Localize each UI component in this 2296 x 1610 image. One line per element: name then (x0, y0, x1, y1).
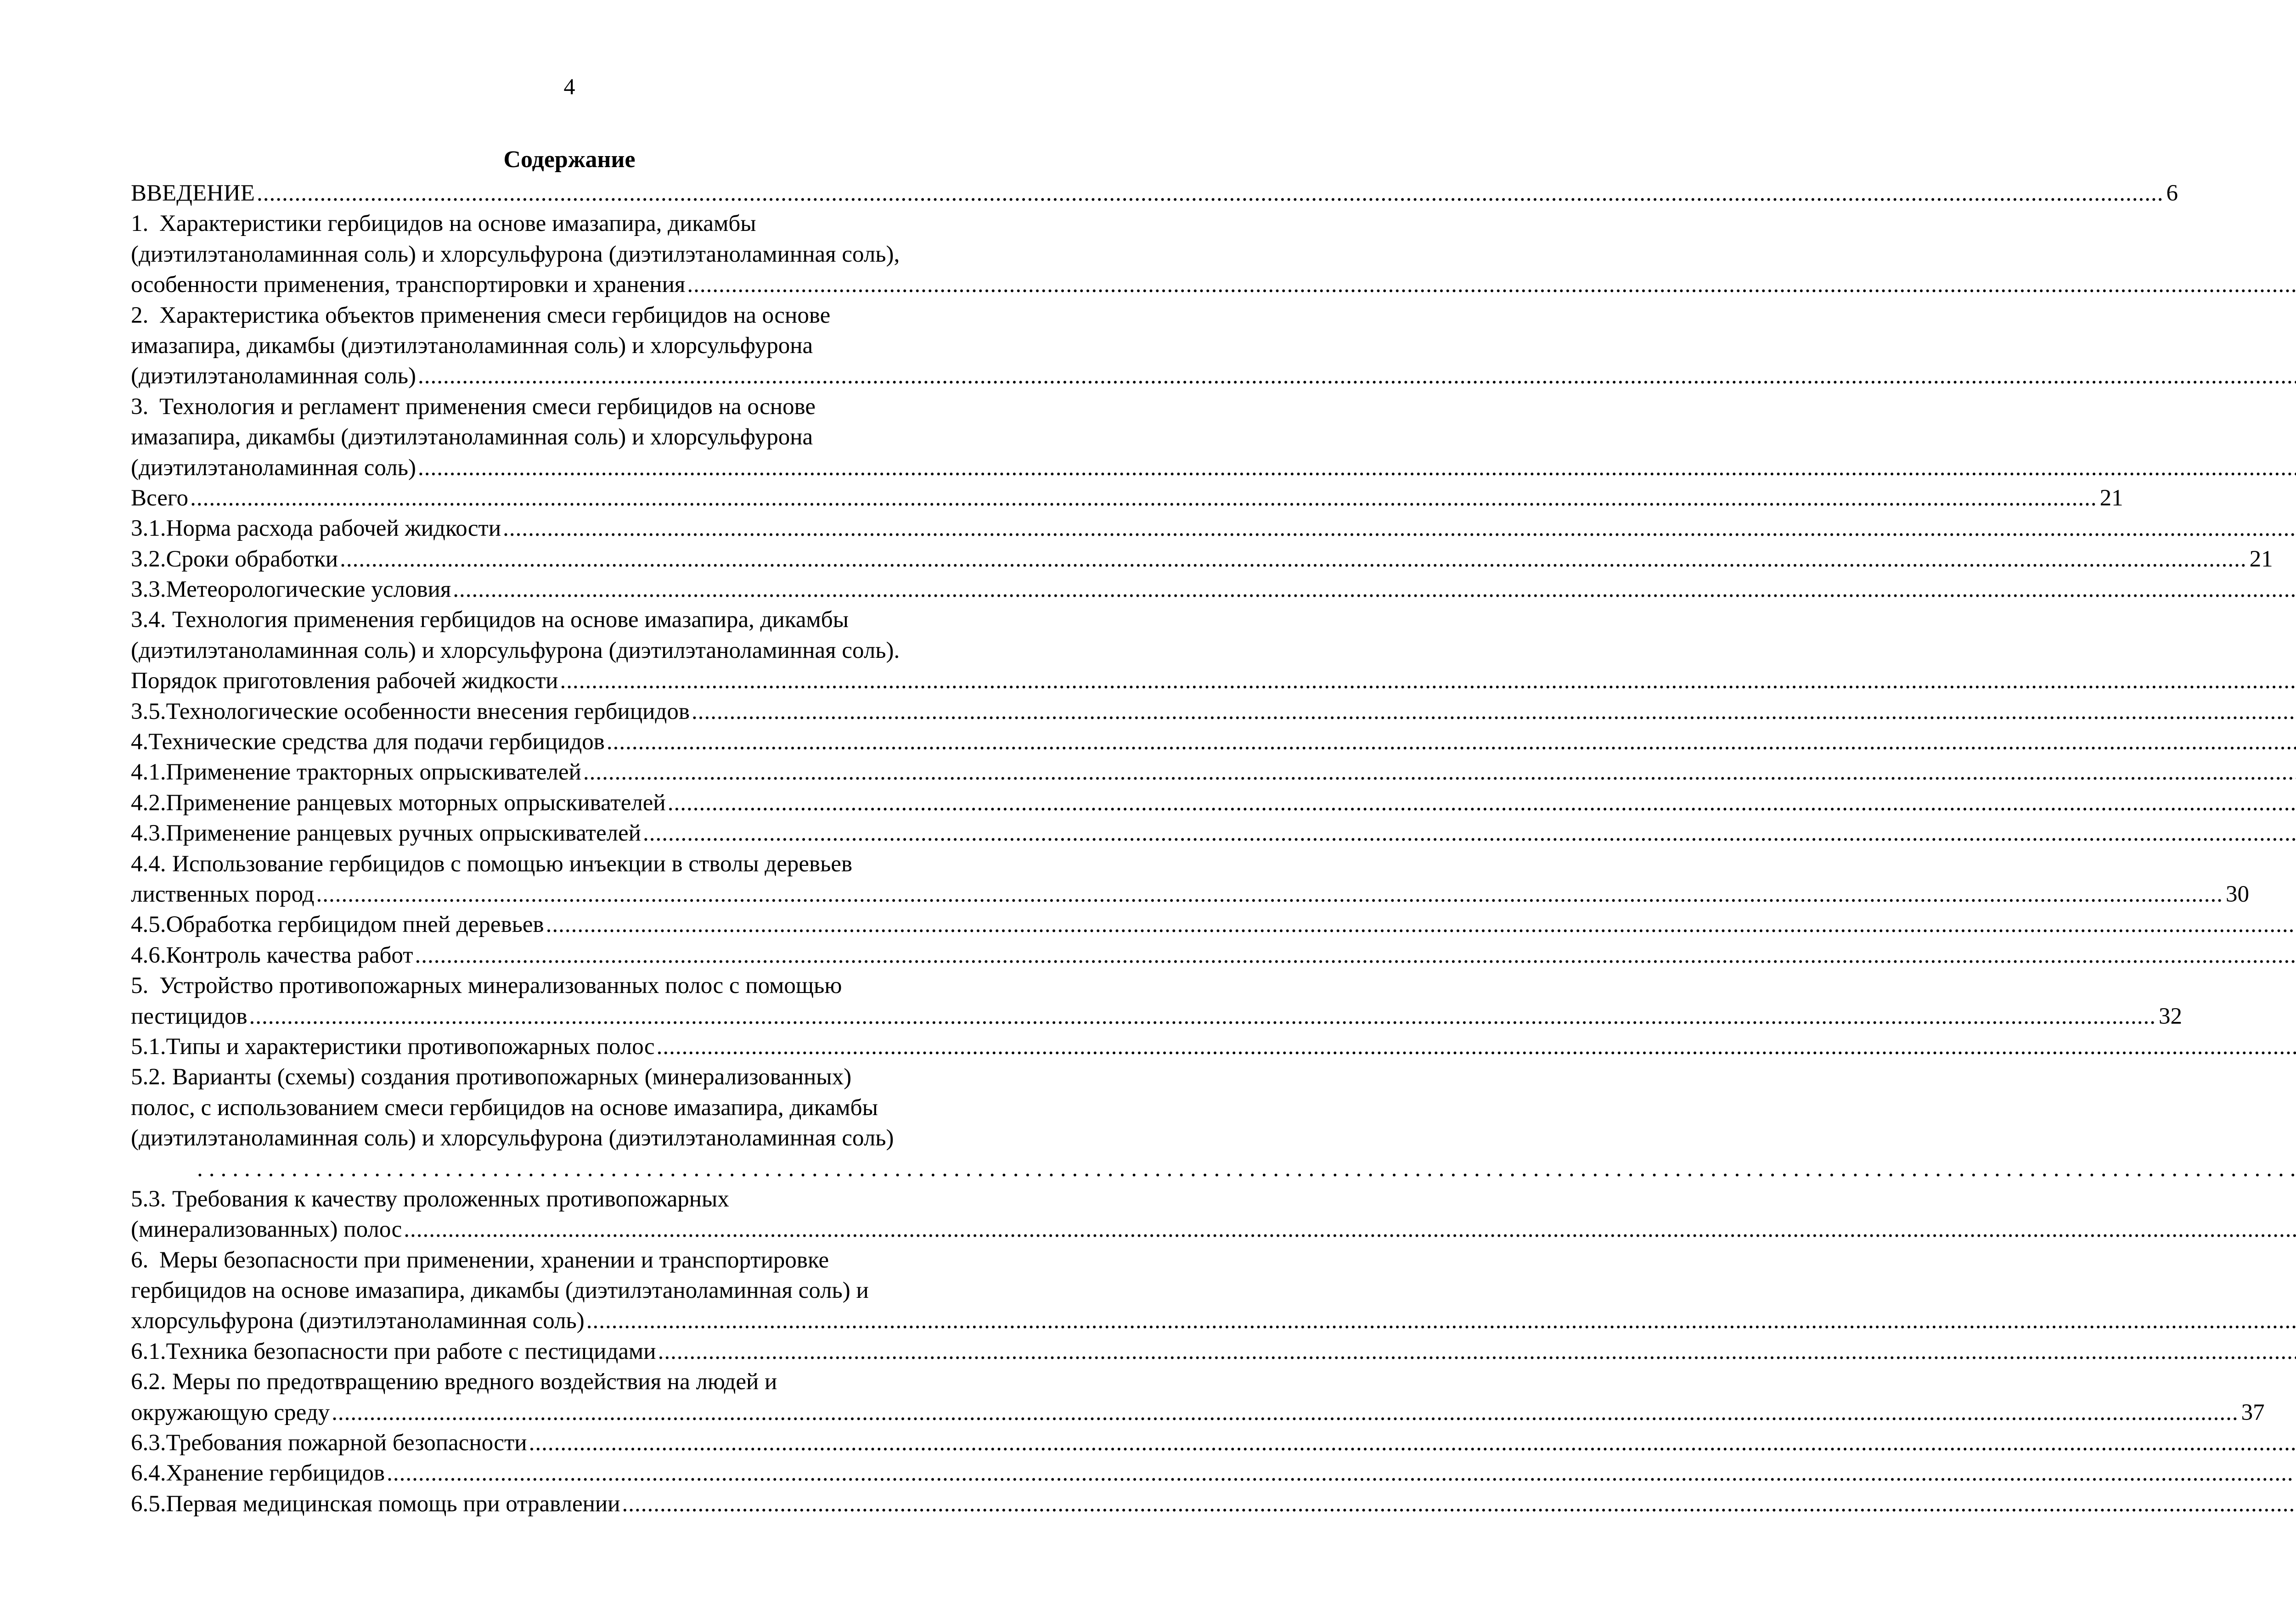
toc-entry-text: Варианты (схемы) создания противопожарных (минерализованных) (172, 1064, 852, 1090)
toc-entry-text: Контроль качества работ (166, 942, 413, 968)
toc-entry-text: (минерализованных) полос (131, 1217, 402, 1243)
toc-entry-text: Характеристики гербицидов на основе имазапира, дикамбы (159, 211, 756, 237)
toc-entry-text: полос, с использованием смеси гербицидов на основе имазапира, дикамбы (131, 1094, 878, 1121)
toc-entry-number: 3.1. (131, 516, 166, 542)
toc-entry[interactable] (131, 300, 1031, 392)
toc-page-number: 30 (2225, 881, 2249, 907)
toc-entry-text: (диэтилэтаноламинная соль) и хлорсульфурона (диэтилэтаноламинная соль), (131, 241, 900, 267)
toc-entry-number: 6.3. (131, 1430, 166, 1456)
leader-dots (658, 1336, 2296, 1367)
leader-dots (453, 574, 2296, 605)
toc-entry[interactable] (131, 1458, 1031, 1488)
toc-entry-number: 6. (131, 1247, 149, 1273)
leader-dots (316, 879, 2223, 909)
toc-entry-text: (диэтилэтаноламинная соль) (131, 454, 416, 481)
leader-dots (332, 1397, 2239, 1428)
toc-entry-text: особенности применения, транспортировки и хранения (131, 272, 686, 298)
toc-entry-number: 6.2. (131, 1369, 166, 1395)
leader-dots (546, 909, 2296, 940)
toc-entry-text: (диэтилэтаноламинная соль) (131, 363, 416, 389)
toc-entry[interactable] (131, 909, 1031, 940)
toc-entry-text: Использование гербицидов с помощью инъекции в стволы деревьев (172, 851, 853, 877)
toc-entry-number: 4.3. (131, 820, 166, 847)
toc-entry-text: ВВЕДЕНИЕ (131, 180, 255, 206)
toc-entry-text: пестицидов (131, 1003, 248, 1029)
toc-entry[interactable] (131, 1245, 1031, 1336)
page-number: 4 (563, 73, 575, 99)
toc-entry[interactable] (131, 788, 1031, 818)
leader-dots (687, 269, 2296, 300)
toc-entry[interactable] (131, 544, 2273, 574)
toc-entry[interactable] (131, 1489, 1031, 1519)
toc-entry[interactable] (131, 1062, 1031, 1184)
toc-entry-text: Технология применения гербицидов на основе имазапира, дикамбы (172, 607, 849, 633)
toc-entry-text: гербицидов на основе имазапира, дикамбы (диэтилэтаноламинная соль) и (131, 1278, 869, 1304)
toc-page-number: 21 (2249, 546, 2273, 572)
toc-entry-text: Меры безопасности при применении, хранении и транспортировке (159, 1247, 829, 1273)
page-title: Содержание (503, 146, 636, 173)
toc-entry-text: окружающую среду (131, 1399, 330, 1425)
toc-entry-text: Характеристика объектов применения смеси гербицидов на основе (159, 302, 831, 328)
toc-entry-number: 3.4. (131, 607, 166, 633)
toc-entry-number: 1. (131, 211, 149, 237)
toc-entry[interactable] (131, 1428, 1031, 1458)
toc-entry-text: Устройство противопожарных минерализованных полос с помощью (159, 973, 842, 999)
toc-entry[interactable] (131, 1184, 1031, 1245)
toc-entry-text: Применение ранцевых моторных опрыскивателей (166, 790, 666, 816)
toc-entry-text: Метеорологические условия (166, 577, 451, 603)
toc-entry-text: Типы и характеристики противопожарных полос (166, 1033, 655, 1060)
toc-entry-text: Первая медицинская помощь при отравлении (166, 1491, 620, 1517)
toc-entry-text: имазапира, дикамбы (диэтилэтаноламинная соль) и хлорсульфурона (131, 332, 813, 359)
leader-dots (583, 757, 2296, 787)
toc-entry-number: 2. (131, 302, 149, 328)
toc-entry-number: 5.3. (131, 1186, 166, 1212)
leader-dots (418, 361, 2296, 391)
leader-dots (404, 1214, 2296, 1245)
toc-entry-text: Меры по предотвращению вредного воздействия на людей и (172, 1369, 777, 1395)
toc-entry-text: Обработка гербицидом пней деревьев (166, 912, 544, 938)
toc-entry[interactable] (131, 940, 1031, 970)
leader-dots (607, 727, 2296, 757)
leader-dots (197, 1154, 2296, 1184)
toc-entry-number: 4.6. (131, 942, 166, 968)
toc-entry-text: Применение ранцевых ручных опрыскивателей (166, 820, 641, 847)
toc-entry[interactable] (131, 1336, 1031, 1367)
toc-entry-number: 4.1. (131, 759, 166, 785)
toc-entry-text: (диэтилэтаноламинная соль) и хлорсульфурона (диэтилэтаноламинная соль). (131, 637, 900, 663)
leader-dots (249, 1001, 2156, 1032)
leader-dots (387, 1458, 2294, 1488)
leader-dots (668, 788, 2296, 818)
toc-entry[interactable] (131, 605, 1031, 696)
toc-page-number: 6 (2166, 180, 2178, 206)
toc-entry[interactable] (131, 1032, 1031, 1062)
leader-dots (415, 940, 2296, 970)
leader-dots (503, 513, 2296, 544)
toc-entry[interactable] (131, 513, 1031, 544)
toc-entry-text: Сроки обработки (166, 546, 338, 572)
toc-entry-number: 3.2. (131, 546, 166, 572)
toc-entry-number: 6.4. (131, 1460, 166, 1487)
toc-entry-number: 5. (131, 973, 149, 999)
toc-entry-text: Всего (131, 485, 189, 511)
toc-entry-text: Требования к качеству проложенных противопожарных (172, 1186, 729, 1212)
toc-entry[interactable] (131, 208, 1031, 300)
leader-dots (586, 1306, 2296, 1336)
toc-entry-text: Хранение гербицидов (166, 1460, 385, 1487)
toc-entry[interactable] (131, 178, 2178, 208)
toc-entry[interactable] (131, 727, 1031, 757)
leader-dots (340, 544, 2247, 574)
toc-entry-text: (диэтилэтаноламинная соль) и хлорсульфурона (диэтилэтаноламинная соль) (131, 1125, 894, 1151)
toc-entry[interactable] (131, 1367, 2265, 1428)
toc-entry-number: 4.5. (131, 912, 166, 938)
toc-entry[interactable] (131, 757, 1031, 787)
toc-entry-number: 6.1. (131, 1338, 166, 1364)
toc-entry-number: 4. (131, 729, 149, 755)
toc-entry-number: 4.2. (131, 790, 166, 816)
toc-page-number: 37 (2241, 1399, 2265, 1425)
toc-entry-text: Порядок приготовления рабочей жидкости (131, 668, 558, 694)
toc-entry-number: 5.1. (131, 1033, 166, 1060)
leader-dots (692, 696, 2296, 727)
toc-entry[interactable] (131, 849, 2249, 910)
leader-dots (529, 1428, 2296, 1458)
toc-entry-number: 6.5. (131, 1491, 166, 1517)
leader-dots (622, 1489, 2296, 1519)
toc-entry-text: хлорсульфурона (диэтилэтаноламинная соль) (131, 1308, 585, 1334)
toc-entry-text: Техника безопасности при работе с пестицидами (166, 1338, 656, 1364)
toc-entry[interactable] (131, 696, 1031, 727)
toc-entry[interactable] (131, 483, 2123, 513)
table-of-contents (131, 178, 2273, 1519)
toc-entry-text: имазапира, дикамбы (диэтилэтаноламинная соль) и хлорсульфурона (131, 424, 813, 450)
toc-entry[interactable] (131, 818, 1031, 848)
toc-entry-text: лиственных пород (131, 881, 315, 907)
leader-dots (643, 818, 2296, 848)
toc-entry-text: Норма расхода рабочей жидкости (166, 516, 501, 542)
toc-entry-text: Технологические особенности внесения гербицидов (166, 698, 690, 724)
toc-entry[interactable] (131, 970, 2183, 1032)
toc-entry-text: Применение тракторных опрыскивателей (166, 759, 581, 785)
toc-page-number: 21 (2099, 485, 2123, 511)
toc-entry[interactable] (131, 574, 1031, 605)
toc-page-number: 32 (2159, 1003, 2183, 1029)
toc-entry-number: 3.3. (131, 577, 166, 603)
toc-entry-text: Требования пожарной безопасности (166, 1430, 527, 1456)
toc-entry-number: 3.5. (131, 698, 166, 724)
leader-dots (418, 453, 2296, 483)
toc-entry-text: Технические средства для подачи гербицидов (148, 729, 605, 755)
leader-dots (560, 666, 2296, 696)
toc-entry-text: Технология и регламент применения смеси гербицидов на основе (159, 393, 816, 420)
toc-entry-number: 4.4. (131, 851, 166, 877)
toc-entry-number: 3. (131, 393, 149, 420)
leader-dots (257, 178, 2164, 208)
toc-entry[interactable] (131, 392, 1031, 483)
toc-entry-number: 5.2. (131, 1064, 166, 1090)
leader-dots (657, 1032, 2296, 1062)
leader-dots (190, 483, 2097, 513)
